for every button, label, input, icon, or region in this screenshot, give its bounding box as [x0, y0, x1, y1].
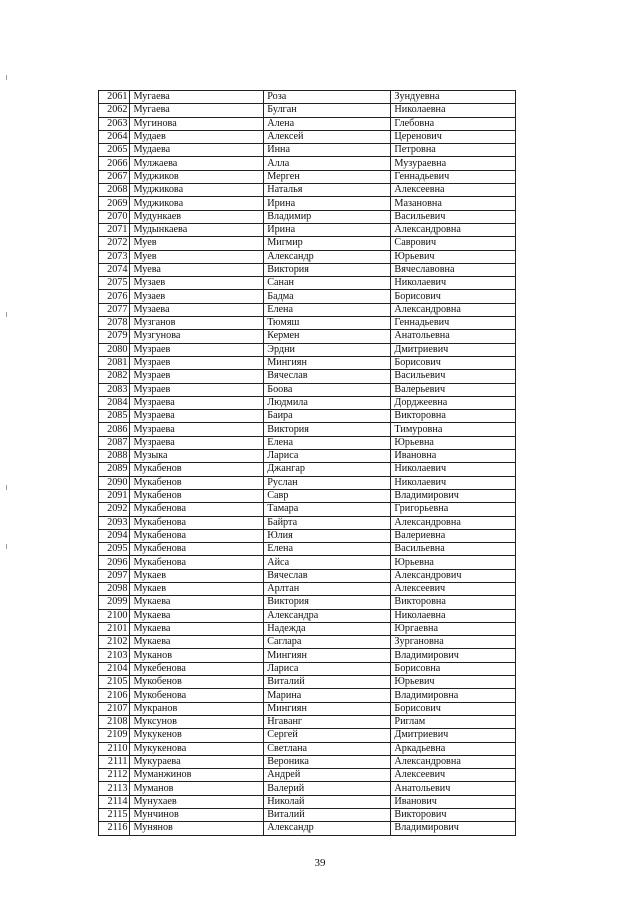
last-name-cell: Мугаева — [130, 91, 264, 104]
patronymic-cell: Юрьевна — [391, 436, 516, 449]
row-number: 2108 — [99, 715, 130, 728]
row-number: 2084 — [99, 396, 130, 409]
table-row — [99, 782, 516, 795]
row-number: 2096 — [99, 556, 130, 569]
patronymic-cell: Риглам — [391, 715, 516, 728]
table-row — [99, 91, 516, 104]
row-number: 2100 — [99, 609, 130, 622]
row-number: 2110 — [99, 742, 130, 755]
last-name-cell: Музраев — [130, 383, 264, 396]
patronymic-cell: Владимировна — [391, 689, 516, 702]
patronymic-cell: Юрьевна — [391, 556, 516, 569]
patronymic-cell: Геннадьевич — [391, 170, 516, 183]
row-number: 2081 — [99, 356, 130, 369]
patronymic-cell: Викторович — [391, 809, 516, 822]
first-name-cell: Лариса — [264, 662, 391, 675]
patronymic-cell: Алексеевна — [391, 184, 516, 197]
row-number: 2075 — [99, 277, 130, 290]
margin-mark — [6, 485, 7, 490]
row-number: 2079 — [99, 330, 130, 343]
table-row — [99, 503, 516, 516]
row-number: 2114 — [99, 795, 130, 808]
row-number: 2099 — [99, 596, 130, 609]
row-number: 2076 — [99, 290, 130, 303]
row-number: 2088 — [99, 450, 130, 463]
last-name-cell: Мунянов — [130, 822, 264, 835]
patronymic-cell: Николаевна — [391, 104, 516, 117]
first-name-cell: Елена — [264, 303, 391, 316]
table-row — [99, 130, 516, 143]
patronymic-cell: Церенович — [391, 130, 516, 143]
row-number: 2066 — [99, 157, 130, 170]
last-name-cell: Мунухаев — [130, 795, 264, 808]
first-name-cell: Бадма — [264, 290, 391, 303]
patronymic-cell: Анатольевич — [391, 782, 516, 795]
patronymic-cell: Александровна — [391, 303, 516, 316]
row-number: 2102 — [99, 636, 130, 649]
table-row — [99, 356, 516, 369]
first-name-cell: Виталий — [264, 676, 391, 689]
table-row — [99, 516, 516, 529]
patronymic-cell: Александрович — [391, 569, 516, 582]
row-number: 2077 — [99, 303, 130, 316]
last-name-cell: Мукобенова — [130, 689, 264, 702]
first-name-cell: Булган — [264, 104, 391, 117]
table-row — [99, 117, 516, 130]
row-number: 2086 — [99, 423, 130, 436]
table-row — [99, 343, 516, 356]
first-name-cell: Нгаванг — [264, 715, 391, 728]
row-number: 2092 — [99, 503, 130, 516]
first-name-cell: Джангар — [264, 463, 391, 476]
first-name-cell: Лариса — [264, 450, 391, 463]
table-row — [99, 729, 516, 742]
first-name-cell: Тамара — [264, 503, 391, 516]
last-name-cell: Мукабенова — [130, 503, 264, 516]
row-number: 2073 — [99, 250, 130, 263]
last-name-cell: Мукобенов — [130, 676, 264, 689]
table-row — [99, 184, 516, 197]
last-name-cell: Мукаева — [130, 636, 264, 649]
first-name-cell: Сергей — [264, 729, 391, 742]
first-name-cell: Виктория — [264, 263, 391, 276]
patronymic-cell: Аркадьевна — [391, 742, 516, 755]
patronymic-cell: Анатольевна — [391, 330, 516, 343]
patronymic-cell: Иванович — [391, 795, 516, 808]
first-name-cell: Мингиян — [264, 649, 391, 662]
patronymic-cell: Дорджеевна — [391, 396, 516, 409]
last-name-cell: Музраева — [130, 396, 264, 409]
last-name-cell: Мукранов — [130, 702, 264, 715]
last-name-cell: Мукабенов — [130, 489, 264, 502]
table-row — [99, 543, 516, 556]
row-number: 2061 — [99, 91, 130, 104]
patronymic-cell: Юргаевна — [391, 622, 516, 635]
row-number: 2109 — [99, 729, 130, 742]
table-row — [99, 250, 516, 263]
last-name-cell: Муканов — [130, 649, 264, 662]
first-name-cell: Кермен — [264, 330, 391, 343]
table-row — [99, 237, 516, 250]
first-name-cell: Тюмяш — [264, 317, 391, 330]
table-row — [99, 463, 516, 476]
first-name-cell: Людмила — [264, 396, 391, 409]
patronymic-cell: Владимирович — [391, 822, 516, 835]
row-number: 2116 — [99, 822, 130, 835]
first-name-cell: Алексей — [264, 130, 391, 143]
table-row — [99, 795, 516, 808]
first-name-cell: Мингиян — [264, 356, 391, 369]
table-row — [99, 596, 516, 609]
patronymic-cell: Борисович — [391, 290, 516, 303]
table-row — [99, 582, 516, 595]
row-number: 2065 — [99, 144, 130, 157]
first-name-cell: Александр — [264, 822, 391, 835]
table-row — [99, 476, 516, 489]
row-number: 2112 — [99, 769, 130, 782]
table-row — [99, 676, 516, 689]
patronymic-cell: Глебовна — [391, 117, 516, 130]
last-name-cell: Музаев — [130, 290, 264, 303]
patronymic-cell: Викторовна — [391, 410, 516, 423]
last-name-cell: Мукабенова — [130, 516, 264, 529]
patronymic-cell: Валерьевич — [391, 383, 516, 396]
patronymic-cell: Саврович — [391, 237, 516, 250]
table-row — [99, 742, 516, 755]
table-row — [99, 396, 516, 409]
last-name-cell: Муманов — [130, 782, 264, 795]
first-name-cell: Ирина — [264, 223, 391, 236]
last-name-cell: Мукабенова — [130, 529, 264, 542]
last-name-cell: Мукабенов — [130, 476, 264, 489]
margin-mark — [6, 312, 7, 317]
patronymic-cell: Борисович — [391, 702, 516, 715]
row-number: 2074 — [99, 263, 130, 276]
table-row — [99, 104, 516, 117]
patronymic-cell: Николаевич — [391, 463, 516, 476]
table-row — [99, 569, 516, 582]
margin-mark — [6, 75, 7, 80]
table-row — [99, 157, 516, 170]
first-name-cell: Мингиян — [264, 702, 391, 715]
first-name-cell: Руслан — [264, 476, 391, 489]
table-row — [99, 436, 516, 449]
last-name-cell: Музраева — [130, 436, 264, 449]
first-name-cell: Александр — [264, 250, 391, 263]
first-name-cell: Санан — [264, 277, 391, 290]
last-name-cell: Муджиков — [130, 170, 264, 183]
last-name-cell: Мудаев — [130, 130, 264, 143]
first-name-cell: Вероника — [264, 755, 391, 768]
table-row — [99, 330, 516, 343]
first-name-cell: Светлана — [264, 742, 391, 755]
first-name-cell: Александра — [264, 609, 391, 622]
patronymic-cell: Владимирович — [391, 649, 516, 662]
table-row — [99, 649, 516, 662]
patronymic-cell: Ивановна — [391, 450, 516, 463]
first-name-cell: Инна — [264, 144, 391, 157]
table-row — [99, 410, 516, 423]
last-name-cell: Музаев — [130, 277, 264, 290]
first-name-cell: Елена — [264, 436, 391, 449]
patronymic-cell: Александровна — [391, 223, 516, 236]
row-number: 2094 — [99, 529, 130, 542]
first-name-cell: Владимир — [264, 210, 391, 223]
table-row — [99, 662, 516, 675]
last-name-cell: Муев — [130, 237, 264, 250]
last-name-cell: Мугаева — [130, 104, 264, 117]
first-name-cell: Байрта — [264, 516, 391, 529]
last-name-cell: Мукабенов — [130, 463, 264, 476]
last-name-cell: Музраев — [130, 370, 264, 383]
last-name-cell: Мудункаев — [130, 210, 264, 223]
table-row — [99, 290, 516, 303]
first-name-cell: Елена — [264, 543, 391, 556]
first-name-cell: Алла — [264, 157, 391, 170]
row-number: 2090 — [99, 476, 130, 489]
last-name-cell: Мукаева — [130, 622, 264, 635]
first-name-cell: Мигмир — [264, 237, 391, 250]
row-number: 2064 — [99, 130, 130, 143]
table-row — [99, 755, 516, 768]
last-name-cell: Мукукенов — [130, 729, 264, 742]
last-name-cell: Мукаев — [130, 582, 264, 595]
first-name-cell: Боова — [264, 383, 391, 396]
table-row — [99, 197, 516, 210]
patronymic-cell: Дмитриевич — [391, 729, 516, 742]
first-name-cell: Саглара — [264, 636, 391, 649]
last-name-cell: Мулжаева — [130, 157, 264, 170]
table-row — [99, 317, 516, 330]
last-name-cell: Музраев — [130, 356, 264, 369]
row-number: 2062 — [99, 104, 130, 117]
first-name-cell: Роза — [264, 91, 391, 104]
table-row — [99, 715, 516, 728]
last-name-cell: Музгунова — [130, 330, 264, 343]
row-number: 2068 — [99, 184, 130, 197]
patronymic-cell: Юрьевич — [391, 676, 516, 689]
first-name-cell: Вячеслав — [264, 370, 391, 383]
first-name-cell: Юлия — [264, 529, 391, 542]
patronymic-cell: Григорьевна — [391, 503, 516, 516]
row-number: 2106 — [99, 689, 130, 702]
row-number: 2095 — [99, 543, 130, 556]
table-row — [99, 529, 516, 542]
patronymic-cell: Викторовна — [391, 596, 516, 609]
first-name-cell: Вячеслав — [264, 569, 391, 582]
last-name-cell: Мукаева — [130, 609, 264, 622]
first-name-cell: Николай — [264, 795, 391, 808]
first-name-cell: Надежда — [264, 622, 391, 635]
patronymic-cell: Васильевич — [391, 210, 516, 223]
row-number: 2087 — [99, 436, 130, 449]
last-name-cell: Мукукенова — [130, 742, 264, 755]
table-row — [99, 450, 516, 463]
first-name-cell: Ирина — [264, 197, 391, 210]
row-number: 2091 — [99, 489, 130, 502]
patronymic-cell: Вячеславовна — [391, 263, 516, 276]
last-name-cell: Мукураева — [130, 755, 264, 768]
patronymic-cell: Геннадьевич — [391, 317, 516, 330]
last-name-cell: Мудынкаева — [130, 223, 264, 236]
first-name-cell: Мерген — [264, 170, 391, 183]
patronymic-cell: Петровна — [391, 144, 516, 157]
row-number: 2107 — [99, 702, 130, 715]
row-number: 2103 — [99, 649, 130, 662]
last-name-cell: Музраев — [130, 343, 264, 356]
first-name-cell: Савр — [264, 489, 391, 502]
row-number: 2082 — [99, 370, 130, 383]
patronymic-cell: Мазановна — [391, 197, 516, 210]
patronymic-cell: Валериевна — [391, 529, 516, 542]
last-name-cell: Мукабенова — [130, 556, 264, 569]
patronymic-cell: Зундуевна — [391, 91, 516, 104]
table-row — [99, 263, 516, 276]
patronymic-cell: Борисович — [391, 356, 516, 369]
patronymic-cell: Борисовна — [391, 662, 516, 675]
last-name-cell: Муджикова — [130, 184, 264, 197]
row-number: 2072 — [99, 237, 130, 250]
row-number: 2070 — [99, 210, 130, 223]
roster-table — [98, 90, 516, 836]
first-name-cell: Алена — [264, 117, 391, 130]
last-name-cell: Муманжинов — [130, 769, 264, 782]
row-number: 2115 — [99, 809, 130, 822]
first-name-cell: Эрдни — [264, 343, 391, 356]
row-number: 2067 — [99, 170, 130, 183]
patronymic-cell: Александровна — [391, 755, 516, 768]
row-number: 2098 — [99, 582, 130, 595]
table-row — [99, 689, 516, 702]
table-row — [99, 809, 516, 822]
table-row — [99, 636, 516, 649]
patronymic-cell: Юрьевич — [391, 250, 516, 263]
first-name-cell: Наталья — [264, 184, 391, 197]
patronymic-cell: Алексеевич — [391, 582, 516, 595]
patronymic-cell: Дмитриевич — [391, 343, 516, 356]
last-name-cell: Мукаева — [130, 596, 264, 609]
table-row — [99, 423, 516, 436]
last-name-cell: Муксунов — [130, 715, 264, 728]
first-name-cell: Баира — [264, 410, 391, 423]
last-name-cell: Мукебенова — [130, 662, 264, 675]
row-number: 2069 — [99, 197, 130, 210]
row-number: 2111 — [99, 755, 130, 768]
last-name-cell: Мудаева — [130, 144, 264, 157]
row-number: 2093 — [99, 516, 130, 529]
patronymic-cell: Николаевна — [391, 609, 516, 622]
first-name-cell: Виктория — [264, 423, 391, 436]
last-name-cell: Музраева — [130, 423, 264, 436]
patronymic-cell: Васильевна — [391, 543, 516, 556]
first-name-cell: Айса — [264, 556, 391, 569]
roster-table-body — [99, 91, 516, 836]
patronymic-cell: Алексеевич — [391, 769, 516, 782]
row-number: 2083 — [99, 383, 130, 396]
last-name-cell: Музаева — [130, 303, 264, 316]
first-name-cell: Марина — [264, 689, 391, 702]
patronymic-cell: Музураевна — [391, 157, 516, 170]
row-number: 2101 — [99, 622, 130, 635]
first-name-cell: Андрей — [264, 769, 391, 782]
table-row — [99, 370, 516, 383]
table-row — [99, 170, 516, 183]
row-number: 2089 — [99, 463, 130, 476]
row-number: 2105 — [99, 676, 130, 689]
patronymic-cell: Тимуровна — [391, 423, 516, 436]
table-row — [99, 277, 516, 290]
last-name-cell: Мукабенова — [130, 543, 264, 556]
row-number: 2097 — [99, 569, 130, 582]
patronymic-cell: Александровна — [391, 516, 516, 529]
row-number: 2071 — [99, 223, 130, 236]
patronymic-cell: Николаевич — [391, 476, 516, 489]
table-row — [99, 622, 516, 635]
table-row — [99, 609, 516, 622]
table-row — [99, 383, 516, 396]
last-name-cell: Музраева — [130, 410, 264, 423]
margin-mark — [6, 544, 7, 549]
patronymic-cell: Васильевич — [391, 370, 516, 383]
page-number: 39 — [314, 857, 326, 869]
last-name-cell: Муджикова — [130, 197, 264, 210]
last-name-cell: Музганов — [130, 317, 264, 330]
row-number: 2085 — [99, 410, 130, 423]
last-name-cell: Мугинова — [130, 117, 264, 130]
last-name-cell: Муева — [130, 263, 264, 276]
table-row — [99, 822, 516, 835]
table-row — [99, 489, 516, 502]
row-number: 2063 — [99, 117, 130, 130]
first-name-cell: Виктория — [264, 596, 391, 609]
patronymic-cell: Зургановна — [391, 636, 516, 649]
patronymic-cell: Владимирович — [391, 489, 516, 502]
patronymic-cell: Николаевич — [391, 277, 516, 290]
row-number: 2080 — [99, 343, 130, 356]
table-row — [99, 223, 516, 236]
row-number: 2113 — [99, 782, 130, 795]
last-name-cell: Муев — [130, 250, 264, 263]
last-name-cell: Мунчинов — [130, 809, 264, 822]
first-name-cell: Виталий — [264, 809, 391, 822]
last-name-cell: Музыка — [130, 450, 264, 463]
table-row — [99, 210, 516, 223]
last-name-cell: Мукаев — [130, 569, 264, 582]
table-row — [99, 144, 516, 157]
first-name-cell: Валерий — [264, 782, 391, 795]
table-row — [99, 769, 516, 782]
table-row — [99, 702, 516, 715]
table-row — [99, 556, 516, 569]
first-name-cell: Арлтан — [264, 582, 391, 595]
row-number: 2078 — [99, 317, 130, 330]
table-row — [99, 303, 516, 316]
row-number: 2104 — [99, 662, 130, 675]
